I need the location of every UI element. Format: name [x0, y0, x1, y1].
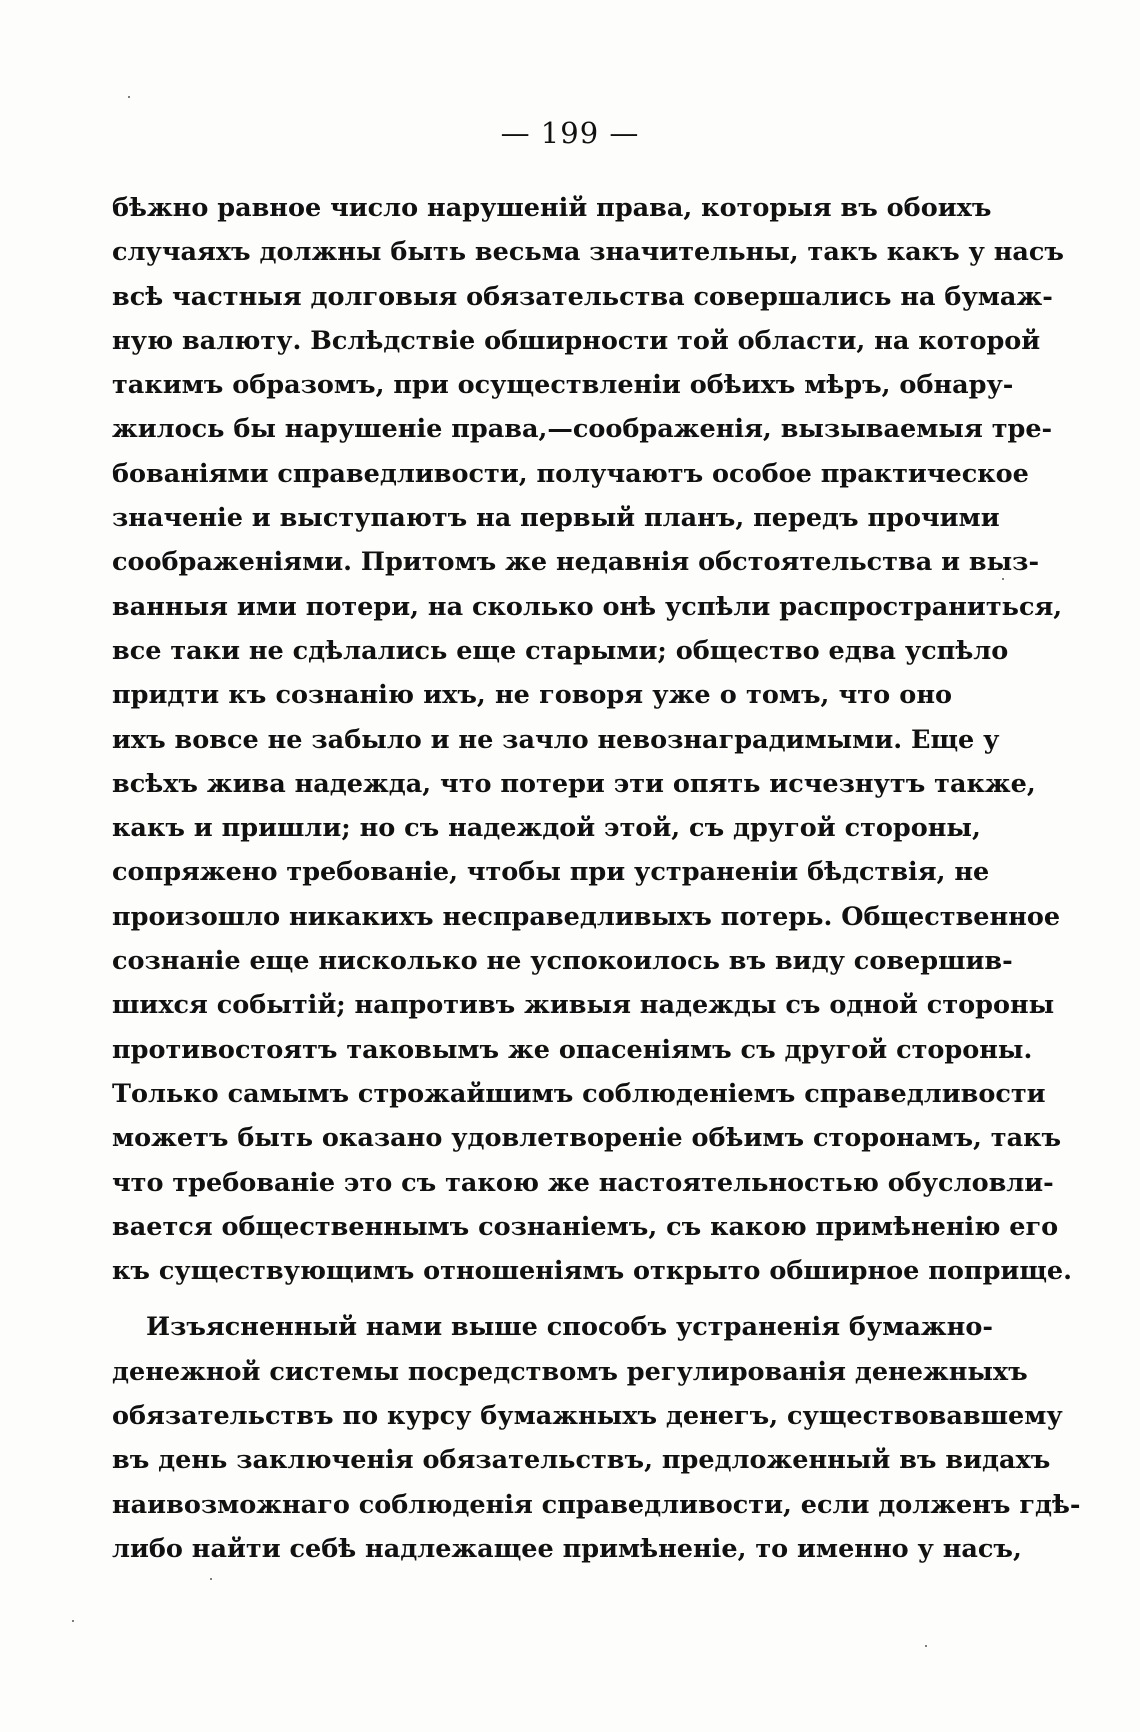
- text-line: случаяхъ должны быть весьма значительны, такъ какъ у насъ: [112, 237, 1064, 268]
- scan-speck: [210, 1578, 212, 1580]
- paragraph-1: [112, 186, 1073, 1293]
- text-line: всѣхъ жива надежда, что потери эти опять исчезнутъ также,: [112, 768, 1036, 799]
- text-line: ванныя ими потери, на сколько онѣ успѣли распространиться,: [112, 591, 1063, 622]
- text-line: противостоятъ таковымъ же опасеніямъ съ другой стороны.: [112, 1034, 1033, 1065]
- scan-speck: [128, 96, 130, 98]
- text-line: сознаніе еще нисколько не успокоилось въ виду совершив-: [112, 946, 1013, 977]
- text-line: вается общественнымъ сознаніемъ, съ какою примѣненію его: [112, 1211, 1059, 1242]
- page-number: — 199 —: [500, 116, 640, 150]
- text-line: жилось бы нарушеніе права,—соображенія, вызываемыя тре-: [112, 414, 1053, 445]
- scan-speck: [1002, 578, 1004, 580]
- text-line: бѣжно равное число нарушеній права, которыя въ обоихъ: [112, 193, 992, 223]
- text-line: бованіями справедливости, получаютъ особое практическое: [112, 458, 1029, 489]
- text-line: можетъ быть оказано удовлетвореніе обѣимъ сторонамъ, такъ: [112, 1123, 1062, 1154]
- text-line: ихъ вовсе не забыло и не зачло невознаградимыми. Еще у: [112, 724, 1000, 755]
- text-line: наивозможнаго соблюденія справедливости, если долженъ гдѣ-: [112, 1489, 1081, 1520]
- body-text: [112, 186, 1081, 1571]
- text-line: обязательствъ по курсу бумажныхъ денегъ, существовавшему: [112, 1401, 1063, 1432]
- text-line: въ день заключенія обязательствъ, предложенный въ видахъ: [112, 1445, 1051, 1476]
- text-line: сопряжено требованіе, чтобы при устраненіи бѣдствія, не: [112, 857, 990, 888]
- scan-speck: [72, 1620, 74, 1622]
- text-line: какъ и пришли; но съ надеждой этой, съ другой стороны,: [112, 813, 981, 844]
- text-line: что требованіе это съ такою же настоятельностью обусловли-: [112, 1167, 1054, 1198]
- text-line: Только самымъ строжайшимъ соблюденіемъ справедливости: [112, 1078, 1046, 1109]
- text-line: такимъ образомъ, при осуществленіи обѣихъ мѣръ, обнару-: [112, 370, 1014, 401]
- text-line: шихся событій; напротивъ живыя надежды съ одной стороны: [112, 990, 1055, 1021]
- text-line: всѣ частныя долговыя обязательства совершались на бумаж-: [112, 281, 1053, 312]
- text-line: произошло никакихъ несправедливыхъ потерь. Общественное: [112, 901, 1061, 932]
- text-line: Изъясненный нами выше способъ устраненія бумажно-: [146, 1312, 993, 1343]
- paragraph-2: [112, 1305, 1081, 1571]
- paragraph-gap: [112, 1293, 952, 1305]
- text-line: все таки не сдѣлались еще старыми; общество едва успѣло: [112, 635, 1009, 666]
- text-line: ную валюту. Вслѣдствіе обширности той области, на которой: [112, 325, 1041, 356]
- text-line: придти къ сознанію ихъ, не говоря уже о томъ, что оно: [112, 680, 952, 711]
- text-line: къ существующимъ отношеніямъ открыто обширное поприще.: [112, 1256, 1073, 1287]
- text-line: денежной системы посредствомъ регулированія денежныхъ: [112, 1356, 1028, 1387]
- text-line: соображеніями. Притомъ же недавнія обстоятельства и выз-: [112, 547, 1040, 578]
- scan-speck: [925, 1645, 927, 1647]
- text-line: значеніе и выступаютъ на первый планъ, передъ прочими: [112, 503, 1000, 534]
- text-line: либо найти себѣ надлежащее примѣненіе, то именно у насъ,: [112, 1533, 1022, 1564]
